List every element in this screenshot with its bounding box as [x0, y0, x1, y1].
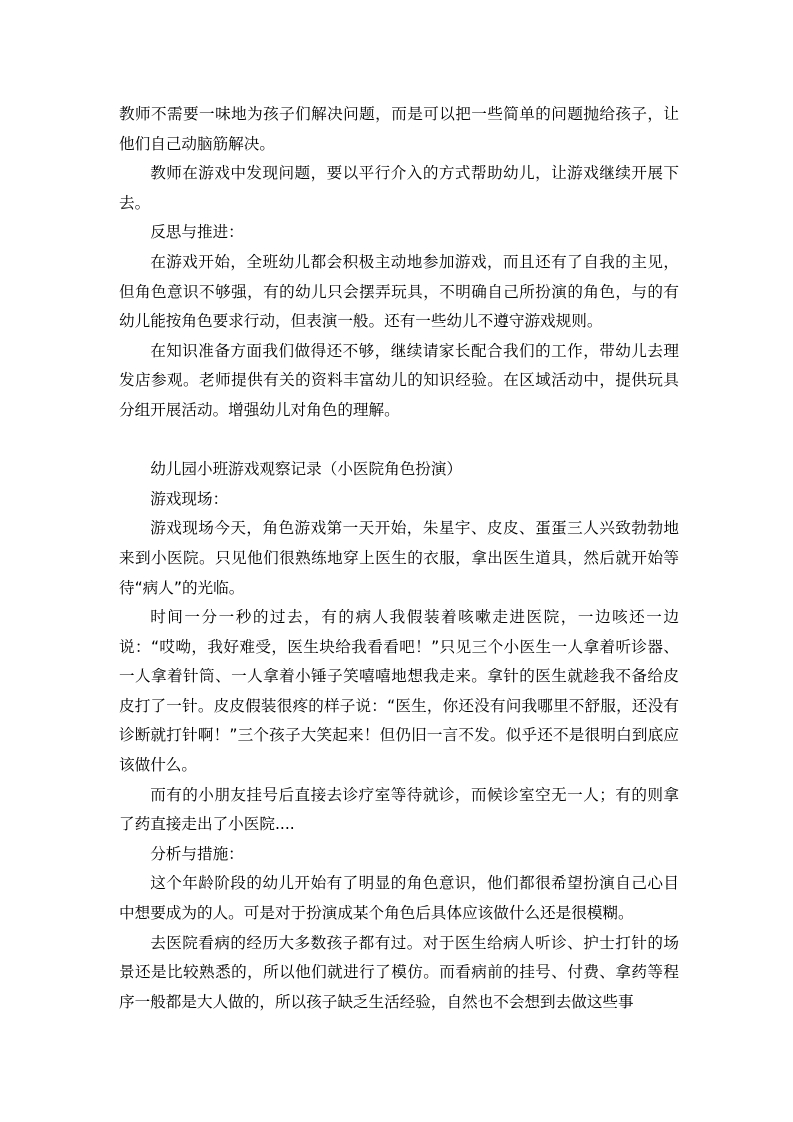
paragraph: 时间一分一秒的过去，有的病人我假装着咳嗽走进医院，一边咳还一边说：“哎呦，我好难受，医生块给我看看吧！”只见三个小医生一人拿着听诊器、一人拿着针筒、一人拿着小锤子笑嘻嘻地想我走来。拿针的医生就趁我不备给皮皮打了一针。皮皮假装很疼的样子说：“医生，你还没有问我哪里不舒服，还没有诊断就打针啊！”三个孩子大笑起来！但仍旧一言不发。似乎还不是很明白到底应该做什么。 — [119, 608, 679, 775]
paragraph: 而有的小朋友挂号后直接去诊疗室等待就诊，而候诊室空无一人；有的则拿了药直接走出了小医院.... — [119, 785, 679, 834]
document-title: 幼儿园小班游戏观察记录（小医院角色扮演） — [150, 460, 463, 479]
blank-line — [119, 426, 679, 456]
paragraph: 游戏现场今天，角色游戏第一天开始，朱星宇、皮皮、蛋蛋三人兴致勃勃地来到小医院。只见他们很熟练地穿上医生的衣服，拿出医生道具，然后就开始等待“病人”的光临。 — [119, 519, 679, 597]
paragraph: 教师在游戏中发现问题，要以平行介入的方式帮助幼儿，让游戏继续开展下去。 — [119, 164, 679, 212]
paragraph: 这个年龄阶段的幼儿开始有了明显的角色意识，他们都很希望扮演自己心目中想要成为的人。可是对于扮演成某个角色后具体应该做什么还是很模糊。 — [119, 874, 679, 923]
paragraph: 在游戏开始，全班幼儿都会积极主动地参加游戏，而且还有了自我的主见，但角色意识不够强，有的幼儿只会摆弄玩具，不明确自己所扮演的角色，与的有幼儿能按角色要求行动，但表演一般。还有一些幼儿不遵守游戏规则。 — [119, 252, 679, 331]
paragraph: 教师不需要一味地为孩子们解决问题，而是可以把一些简单的问题抛给孩子，让他们自己动脑筋解决。 — [119, 105, 679, 153]
section-heading-scene: 游戏现场： — [150, 489, 229, 508]
section-heading-reflection: 反思与推进： — [150, 223, 244, 242]
document-body — [119, 100, 679, 1017]
paragraph: 在知识准备方面我们做得还不够，继续请家长配合我们的工作，带幼儿去理发店参观。老师提供有关的资料丰富幼儿的知识经验。在区域活动中，提供玩具分组开展活动。增强幼儿对角色的理解。 — [119, 341, 679, 419]
section-heading-analysis: 分析与措施： — [150, 844, 244, 863]
paragraph: 去医院看病的经历大多数孩子都有过。对于医生给病人听诊、护士打针的场景还是比较熟悉的，所以他们就进行了模仿。而看病前的挂号、付费、拿药等程序一般都是大人做的，所以孩子缺乏生活经验，自然也不会想到去做这些事 — [119, 933, 679, 1011]
